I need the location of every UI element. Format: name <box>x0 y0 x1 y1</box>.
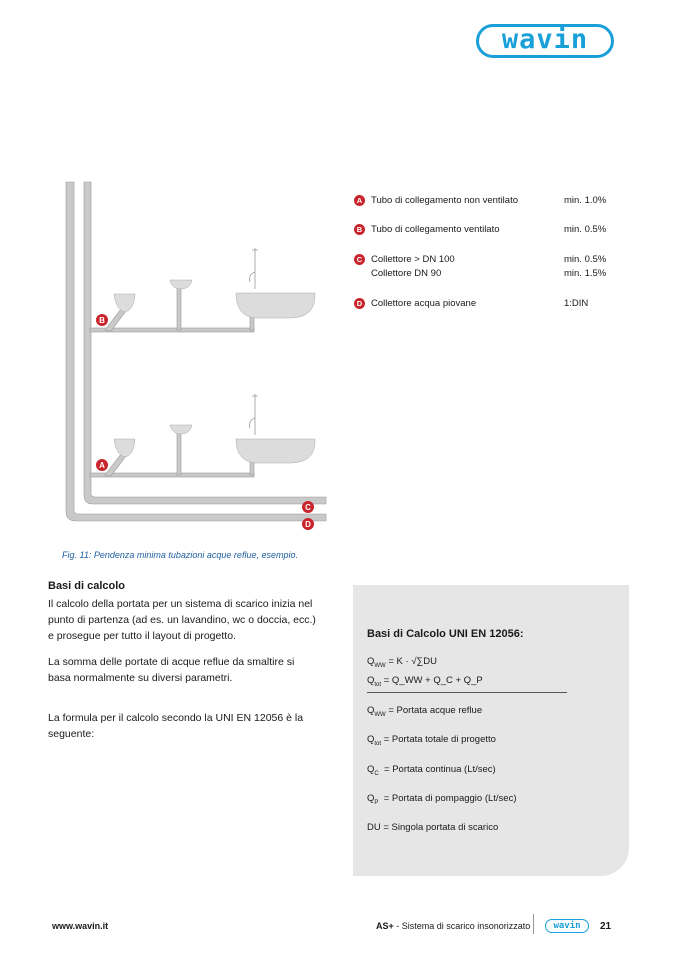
badge-a: A <box>354 195 365 206</box>
legend-label: Collettore > DN 100 <box>371 254 455 265</box>
formula-qww: $Q_{WW} = K \cdot √\sum DU$ <box>367 656 438 669</box>
text-line: La formula per il calcolo secondo la UNI EN 12056 è la <box>48 712 304 724</box>
branch-b <box>90 328 254 332</box>
formula-text: = Q_WW + Q_C + Q_P <box>383 675 483 686</box>
legend-item <box>354 224 614 238</box>
marker-c: C <box>305 503 311 512</box>
paragraph-1 <box>48 596 338 644</box>
paragraph-2 <box>48 654 338 686</box>
footer-divider <box>533 914 534 934</box>
legend-label: Collettore DN 90 <box>371 268 442 279</box>
badge-b: B <box>354 224 365 235</box>
legend-item <box>354 268 614 282</box>
sink-a <box>170 425 192 434</box>
formula-title: Basi di Calcolo UNI EN 12056: <box>367 628 524 640</box>
definition: DU = Singola portata di scarico <box>367 822 499 833</box>
footer-url[interactable]: www.wavin.it <box>52 921 109 931</box>
definition: $Q_C$ = Portata continua (Lt/sec) <box>367 764 496 777</box>
legend-item <box>354 254 614 268</box>
legend-value: min. 1.5% <box>564 268 607 279</box>
definition: $Q_{WW}$ = Portata acque reflue <box>367 705 483 718</box>
legend-label: Collettore acqua piovane <box>371 298 477 309</box>
footer-title: AS+ - Sistema di scarico insonorizzato <box>376 921 531 931</box>
legend-label: Tubo di collegamento non ventilato <box>371 195 518 206</box>
paragraph-3 <box>48 710 338 742</box>
badge-d: D <box>354 298 365 309</box>
footer-logo: wavin <box>545 919 589 933</box>
legend-value: min. 0.5% <box>564 254 607 265</box>
marker-b: B <box>99 316 105 325</box>
text-line: punto di partenza (ad es. un lavandino, wc o doccia, ecc.) <box>48 614 316 626</box>
legend-label: Tubo di collegamento ventilato <box>371 224 500 235</box>
page-number: 21 <box>600 921 612 932</box>
bathtub-a <box>236 439 315 463</box>
marker-a: A <box>99 461 105 470</box>
text-line: Il calcolo della portata per un sistema di scarico inizia nel <box>48 598 313 610</box>
wavin-logo: wavin <box>476 24 614 58</box>
formula-text: = K · √∑DU <box>388 656 438 667</box>
sink-b <box>170 280 192 289</box>
toilet-a <box>114 439 135 457</box>
text-line: seguente: <box>48 728 95 740</box>
legend-value: 1:DIN <box>564 298 589 309</box>
legend-value: min. 0.5% <box>564 224 607 235</box>
section-heading: Basi di calcolo <box>48 580 126 592</box>
legend-value: min. 1.0% <box>564 195 607 206</box>
text-line: La somma delle portate di acque reflue da smaltire si <box>48 656 295 668</box>
text-line: e prosegue per tutto il layout di progetto. <box>48 630 236 642</box>
definition: $Q_P$ = Portata di pompaggio (Lt/sec) <box>367 793 517 806</box>
toilet-b <box>114 294 135 312</box>
legend-item <box>354 195 614 209</box>
legend-item <box>354 298 614 312</box>
badge-c: C <box>354 254 365 265</box>
divider <box>367 692 567 693</box>
bathtub-b <box>236 293 315 318</box>
branch-a <box>90 473 254 477</box>
marker-d: D <box>305 520 311 529</box>
text-line: basa normalmente su diversi parametri. <box>48 672 233 684</box>
formula-qtot: $Q_{tot}$ = Q_WW + Q_C + Q_P <box>367 675 483 688</box>
figure-caption: Fig. 11: Pendenza minima tubazioni acque reflue, esempio. <box>62 550 298 560</box>
definition: $Q_{tot}$ = Portata totale di progetto <box>367 734 496 747</box>
